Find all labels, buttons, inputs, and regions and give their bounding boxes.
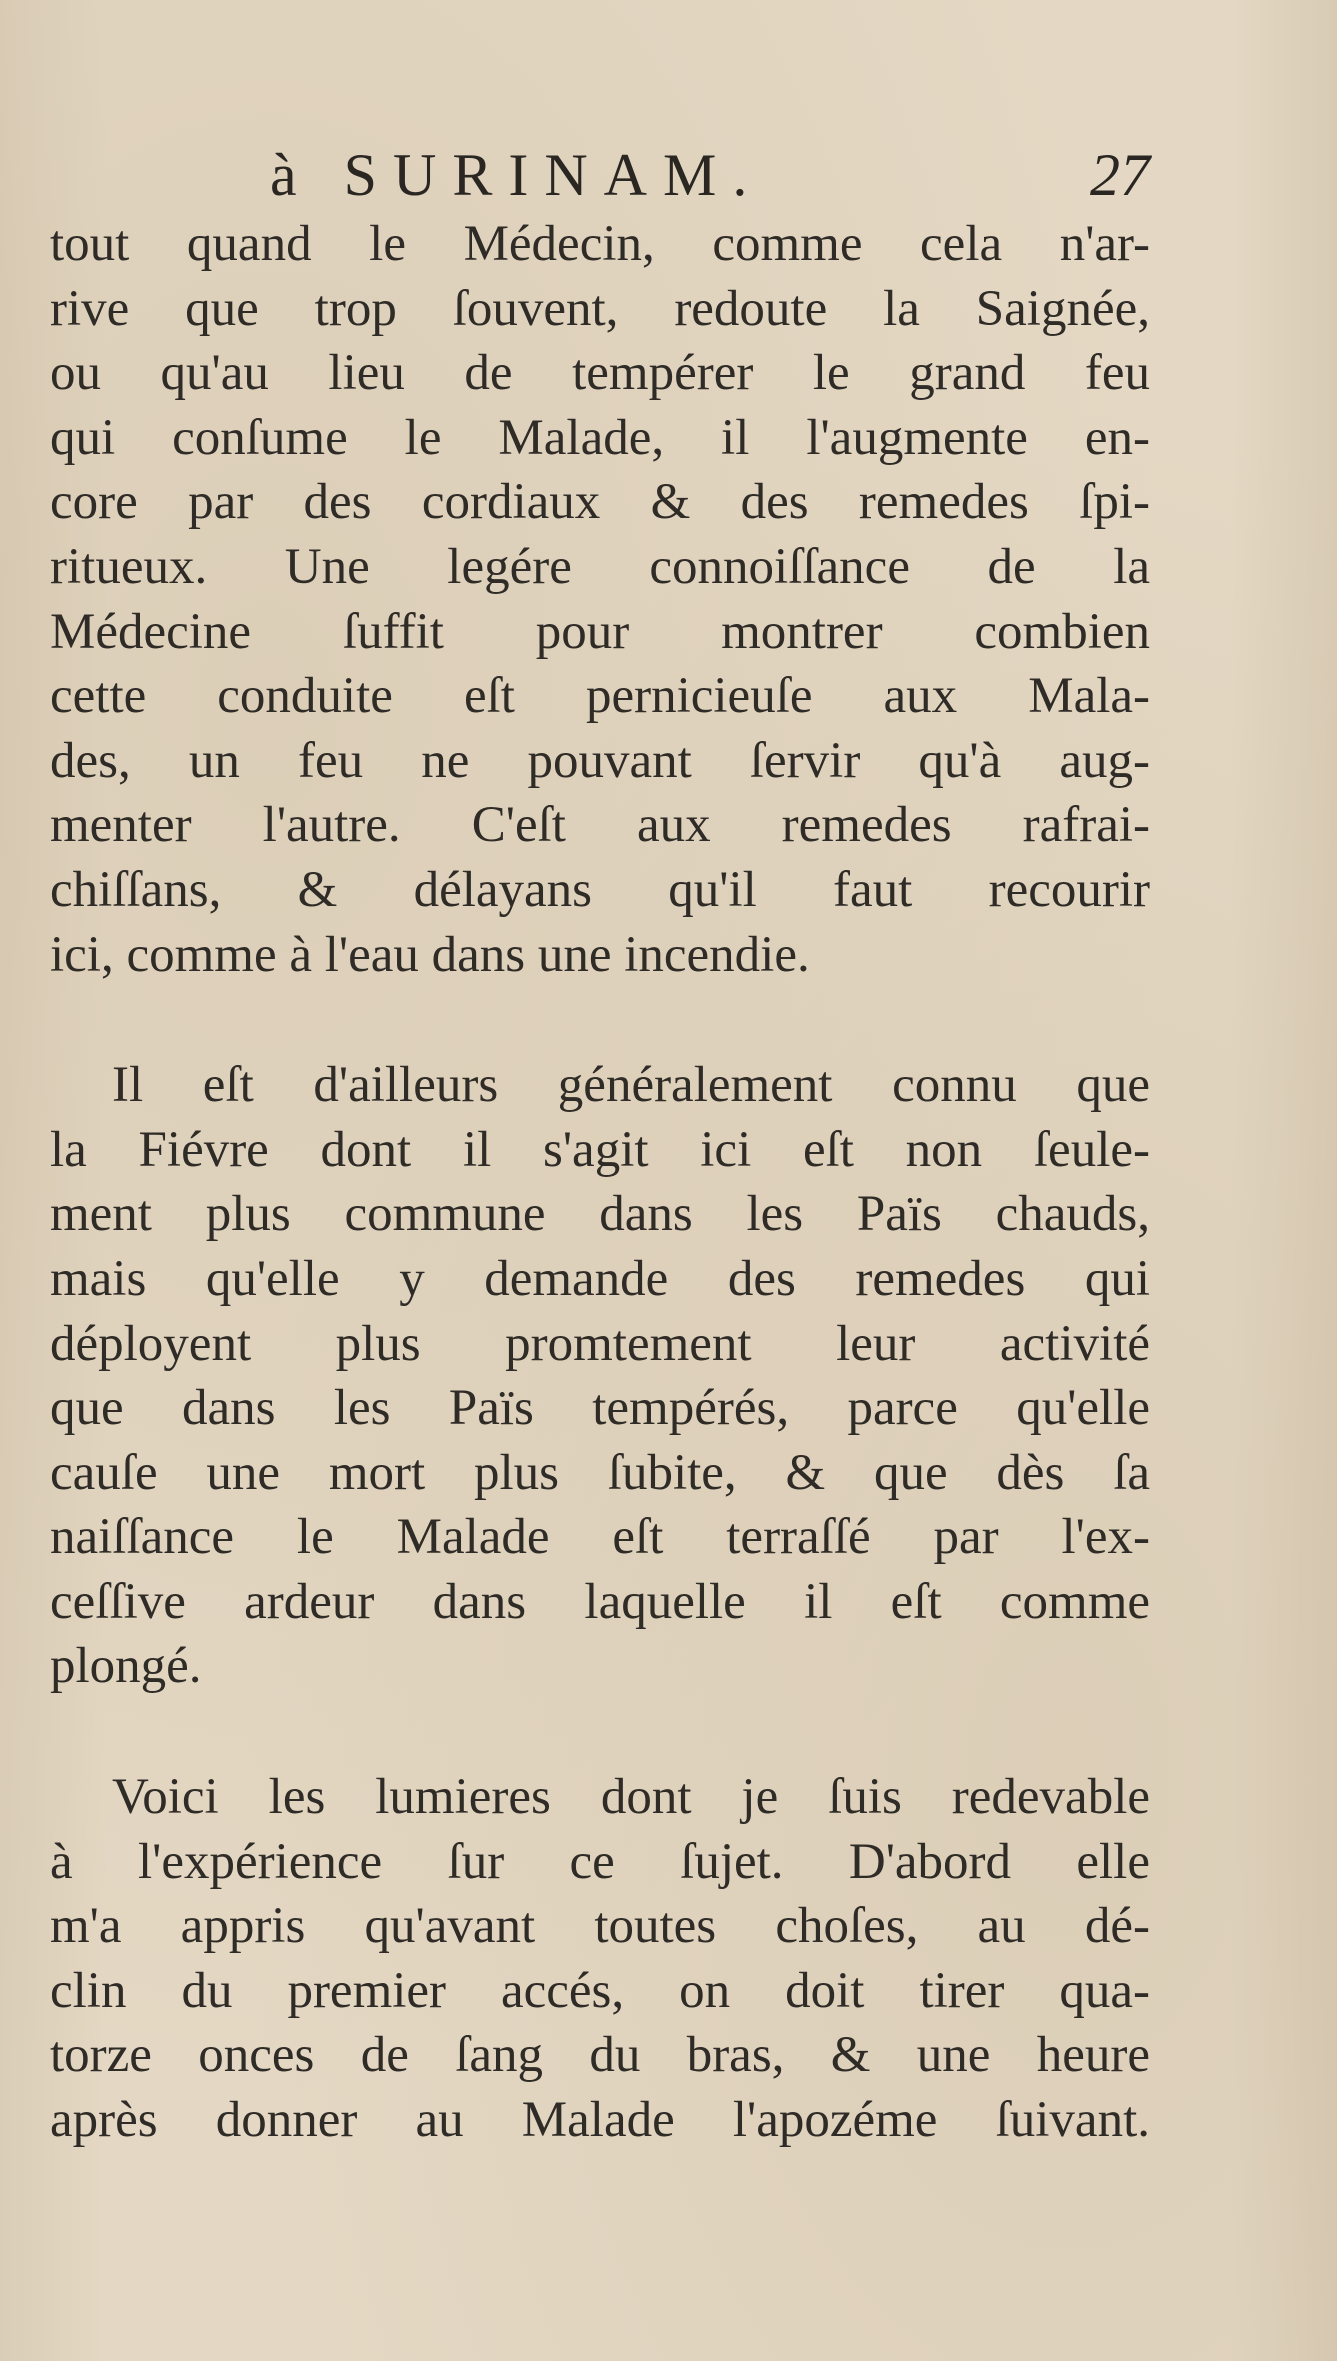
text-line: à l'expérience ſur ce ſujet. D'abord elle — [50, 1833, 1150, 1890]
body-text — [50, 212, 1150, 2153]
text-line: la Fiévre dont il s'agit ici eſt non ſeule- — [50, 1121, 1150, 1178]
text-line: tout quand le Médecin, comme cela n'ar- — [50, 216, 1150, 272]
text-line: ritueux. Une legére connoiſſance de la — [50, 538, 1150, 595]
text-line: ici, comme à l'eau dans une incendie. — [50, 926, 810, 983]
paragraph-spacer — [50, 987, 1150, 1053]
text-line: ceſſive ardeur dans laquelle il eſt comme — [50, 1573, 1150, 1630]
text-line: menter l'autre. C'eſt aux remedes rafrai- — [50, 797, 1150, 854]
text-line: Médecine ſuffit pour montrer combien — [50, 603, 1150, 660]
text-line: déployent plus promtement leur activité — [50, 1315, 1150, 1372]
text-line: ment plus commune dans les Païs chauds, — [50, 1186, 1150, 1243]
text-line: qui conſume le Malade, il l'augmente en- — [50, 409, 1150, 466]
paragraph-1 — [50, 212, 1150, 987]
text-line: plongé. — [50, 1638, 202, 1695]
page-number: 27 — [1090, 142, 1150, 208]
text-line: rive que trop ſouvent, redoute la Saignée, — [50, 280, 1150, 337]
text-line: m'a appris qu'avant toutes choſes, au dé- — [50, 1898, 1150, 1955]
running-title: à SURINAM. — [270, 142, 764, 208]
text-line: cette conduite eſt pernicieuſe aux Mala- — [50, 668, 1150, 725]
text-line: après donner au Malade l'apozéme ſuivant. — [50, 2092, 1150, 2149]
text-line: chiſſans, & délayans qu'il faut recourir — [50, 861, 1150, 918]
paragraph-spacer — [50, 1699, 1150, 1765]
text-line: core par des cordiaux & des remedes ſpi- — [50, 474, 1150, 531]
text-line: naiſſance le Malade eſt terraſſé par l'ex- — [50, 1509, 1150, 1566]
text-line: ou qu'au lieu de tempérer le grand feu — [50, 345, 1150, 402]
text-line: Voici les lumieres dont je ſuis redevable — [112, 1769, 1150, 1826]
paragraph-3 — [50, 1765, 1150, 2153]
text-line: clin du premier accés, on doit tirer qua- — [50, 1962, 1150, 2019]
paragraph-2 — [50, 1053, 1150, 1699]
running-head — [270, 140, 1150, 210]
text-line: Il eſt d'ailleurs généralement connu que — [112, 1057, 1150, 1114]
text-line: torze onces de ſang du bras, & une heure — [50, 2027, 1150, 2084]
text-line: cauſe une mort plus ſubite, & que dès ſa — [50, 1444, 1150, 1501]
text-line: des, un feu ne pouvant ſervir qu'à aug- — [50, 732, 1150, 789]
text-line: mais qu'elle y demande des remedes qui — [50, 1250, 1150, 1307]
text-line: que dans les Païs tempérés, parce qu'elle — [50, 1380, 1150, 1437]
